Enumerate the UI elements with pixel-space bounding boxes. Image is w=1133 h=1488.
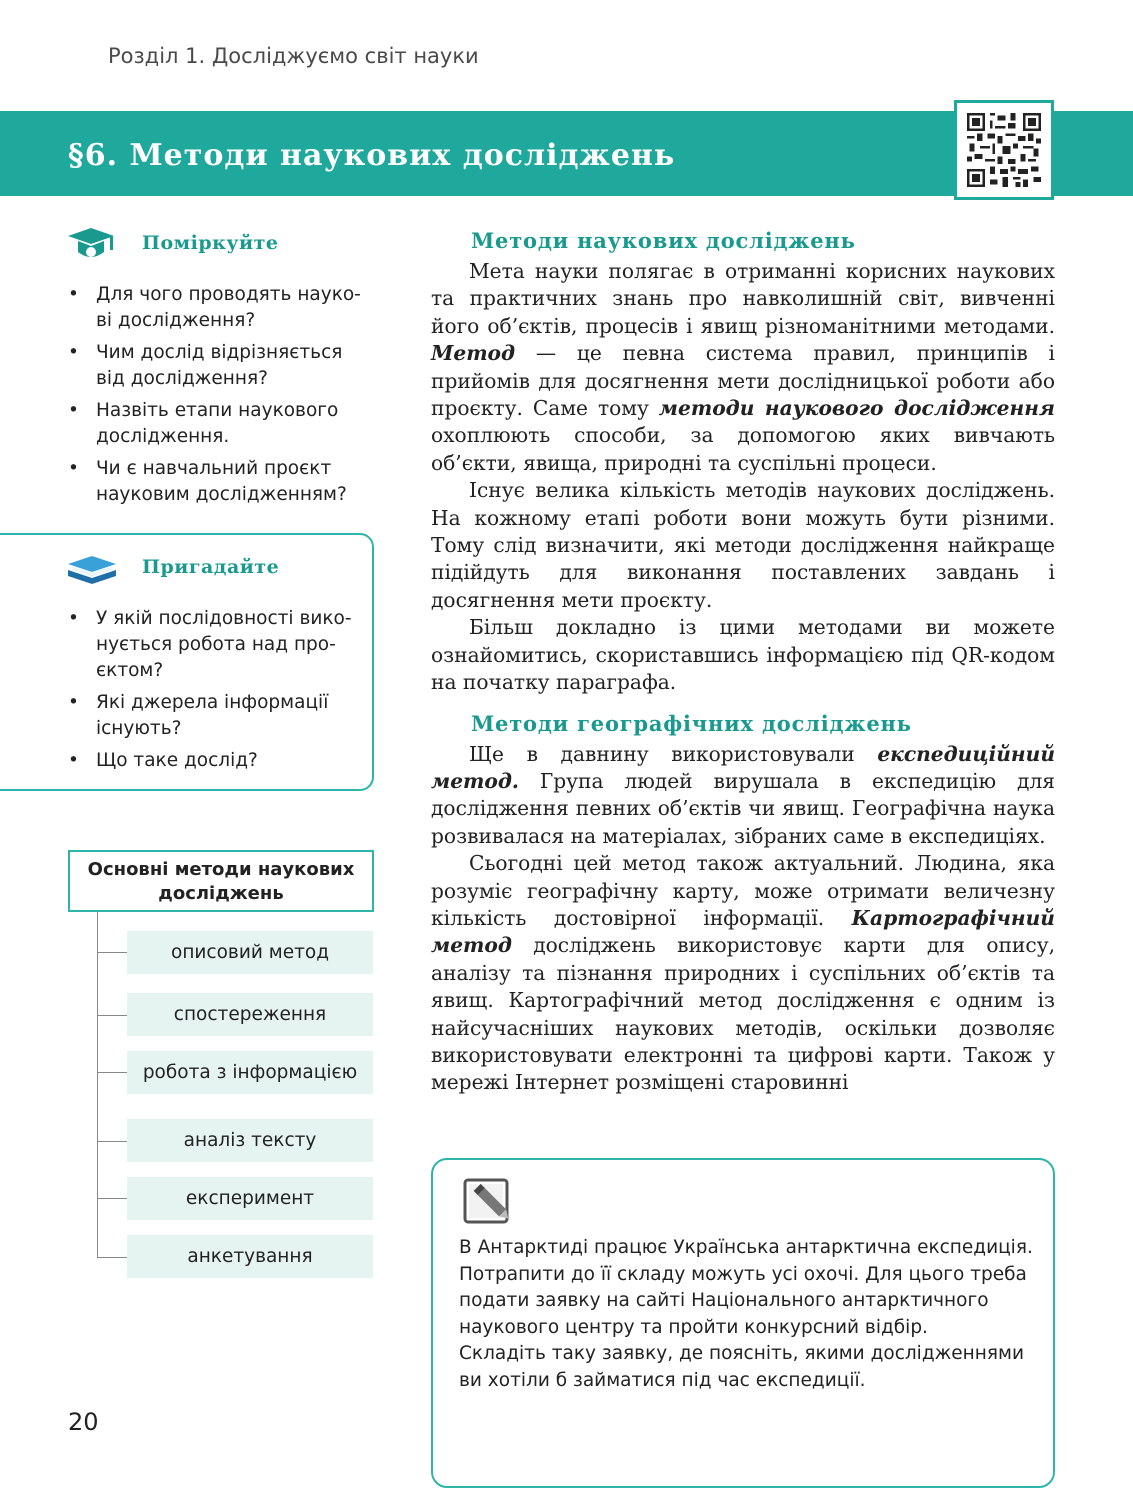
tree-trunk [97,912,98,1258]
methods-diagram-title: Основні методи наукових досліджень [68,850,374,912]
section-heading: Методи наукових досліджень [471,228,856,253]
method-item: описовий метод [127,931,373,974]
list-item: • Які джерела інформації існують? [68,690,364,742]
paragraph-title: §6. Методи наукових досліджень [68,138,676,173]
paragraph: Більш докладно із цими методами ви можете ознайомитись, скориставшись інформацією під QR-кодом на початку параграфа. [431,615,1055,695]
tree-branch [97,1257,127,1258]
term-cartographic-method: Картографічний метод [431,905,1055,958]
paragraph: Існує велика кількість методів наукових досліджень. На кожному етапі роботи вони можуть бути різними. Тому слід визначити, які методи дослідження найкраще підійдуть для виконання поставлених завдань і досягнення мети проєкту. [431,478,1055,612]
paragraph: Мета науки полягає в отриманні корисних наукових та практичних знань про навколишній світ, вивченні його об’єктів, процесів і явищ різноманітними методами. Метод — це певна система правил, принципів і прийомів для досягнення мети дослідницької роботи або проєкту. Саме тому методи наукового дослідження охоплюють способи, за допомогою яких вивчають об’єкти, явища, природні та суспільні процеси. [431,259,1056,475]
list-item: • Для чого проводять науко-ві дослідження? [68,282,368,334]
paragraph: Сьогодні цей метод також актуальний. Людина, яка розуміє географічну карту, може отримати величезну кількість достовірної інформації. Картографічний метод досліджень використовує карти для опису, аналізу та пізнання природних і суспільних об’єктів та явищ. Картографічний метод дослідження є одним із найсучасніших наукових методів, оскільки дозволяє використовувати електронні та цифрові карти. Також у мережі Інтернет розміщені старовинні [431,851,1055,1095]
task-paragraph: В Антарктиді працює Українська антарктична експедиція. Потрапити до її складу можуть усі охочі. Для цього треба подати заявку на сайті Національного антарктичного наукового центру та пройти конкурсний відбір. [459,1237,1033,1338]
tree-branch [97,952,127,953]
method-item: анкетування [127,1235,373,1278]
think-heading: Поміркуйте [142,232,279,254]
method-item: робота з інформацією [127,1051,373,1094]
list-item: • Чи є навчальний проєкт науковим дослідженням? [68,456,368,508]
task-paragraph: Складіть таку заявку, де поясніть, якими дослідженнями ви хотіли б займатися під час експедиції. [459,1343,1024,1391]
tree-branch [97,1141,127,1142]
remember-list [68,606,364,780]
method-item: експеримент [127,1177,373,1220]
qr-code-icon[interactable] [954,100,1054,200]
method-item: спостереження [127,993,373,1036]
term-research-methods: методи наукового дослідження [658,396,1056,421]
list-item: • Чим дослід відрізняється від дослідження? [68,340,368,392]
tree-branch [97,1198,127,1199]
section-heading: Методи географічних досліджень [471,710,912,736]
page-number: 20 [68,1408,99,1436]
task-text [459,1235,1039,1394]
tree-branch [97,1015,127,1016]
main-text-column [431,226,1055,1097]
running-header: Розділ 1. Досліджуємо світ науки [108,44,479,68]
list-item: • Назвіть етапи наукового дослідження. [68,398,368,450]
graduation-cap-icon [68,228,118,264]
list-item: • Що таке дослід? [68,748,364,774]
open-book-icon [66,550,118,590]
tree-branch [97,1072,127,1073]
pencil-note-icon [462,1172,522,1228]
method-item: аналіз тексту [127,1119,373,1162]
remember-heading: Пригадайте [142,556,280,578]
term-method: Метод [431,341,516,366]
paragraph: Ще в давнину використовували експедиційний метод. Група людей вирушала в експедицію для дослідження певних об’єктів чи явищ. Географічна наука розвивалася на матеріалах, зібраних саме в експедиціях. [431,741,1055,848]
term-expedition-method: експедиційний метод. [431,741,1055,793]
list-item: • У якій послідовності вико-нується робота над про-єктом? [68,606,364,684]
think-list [68,282,368,514]
